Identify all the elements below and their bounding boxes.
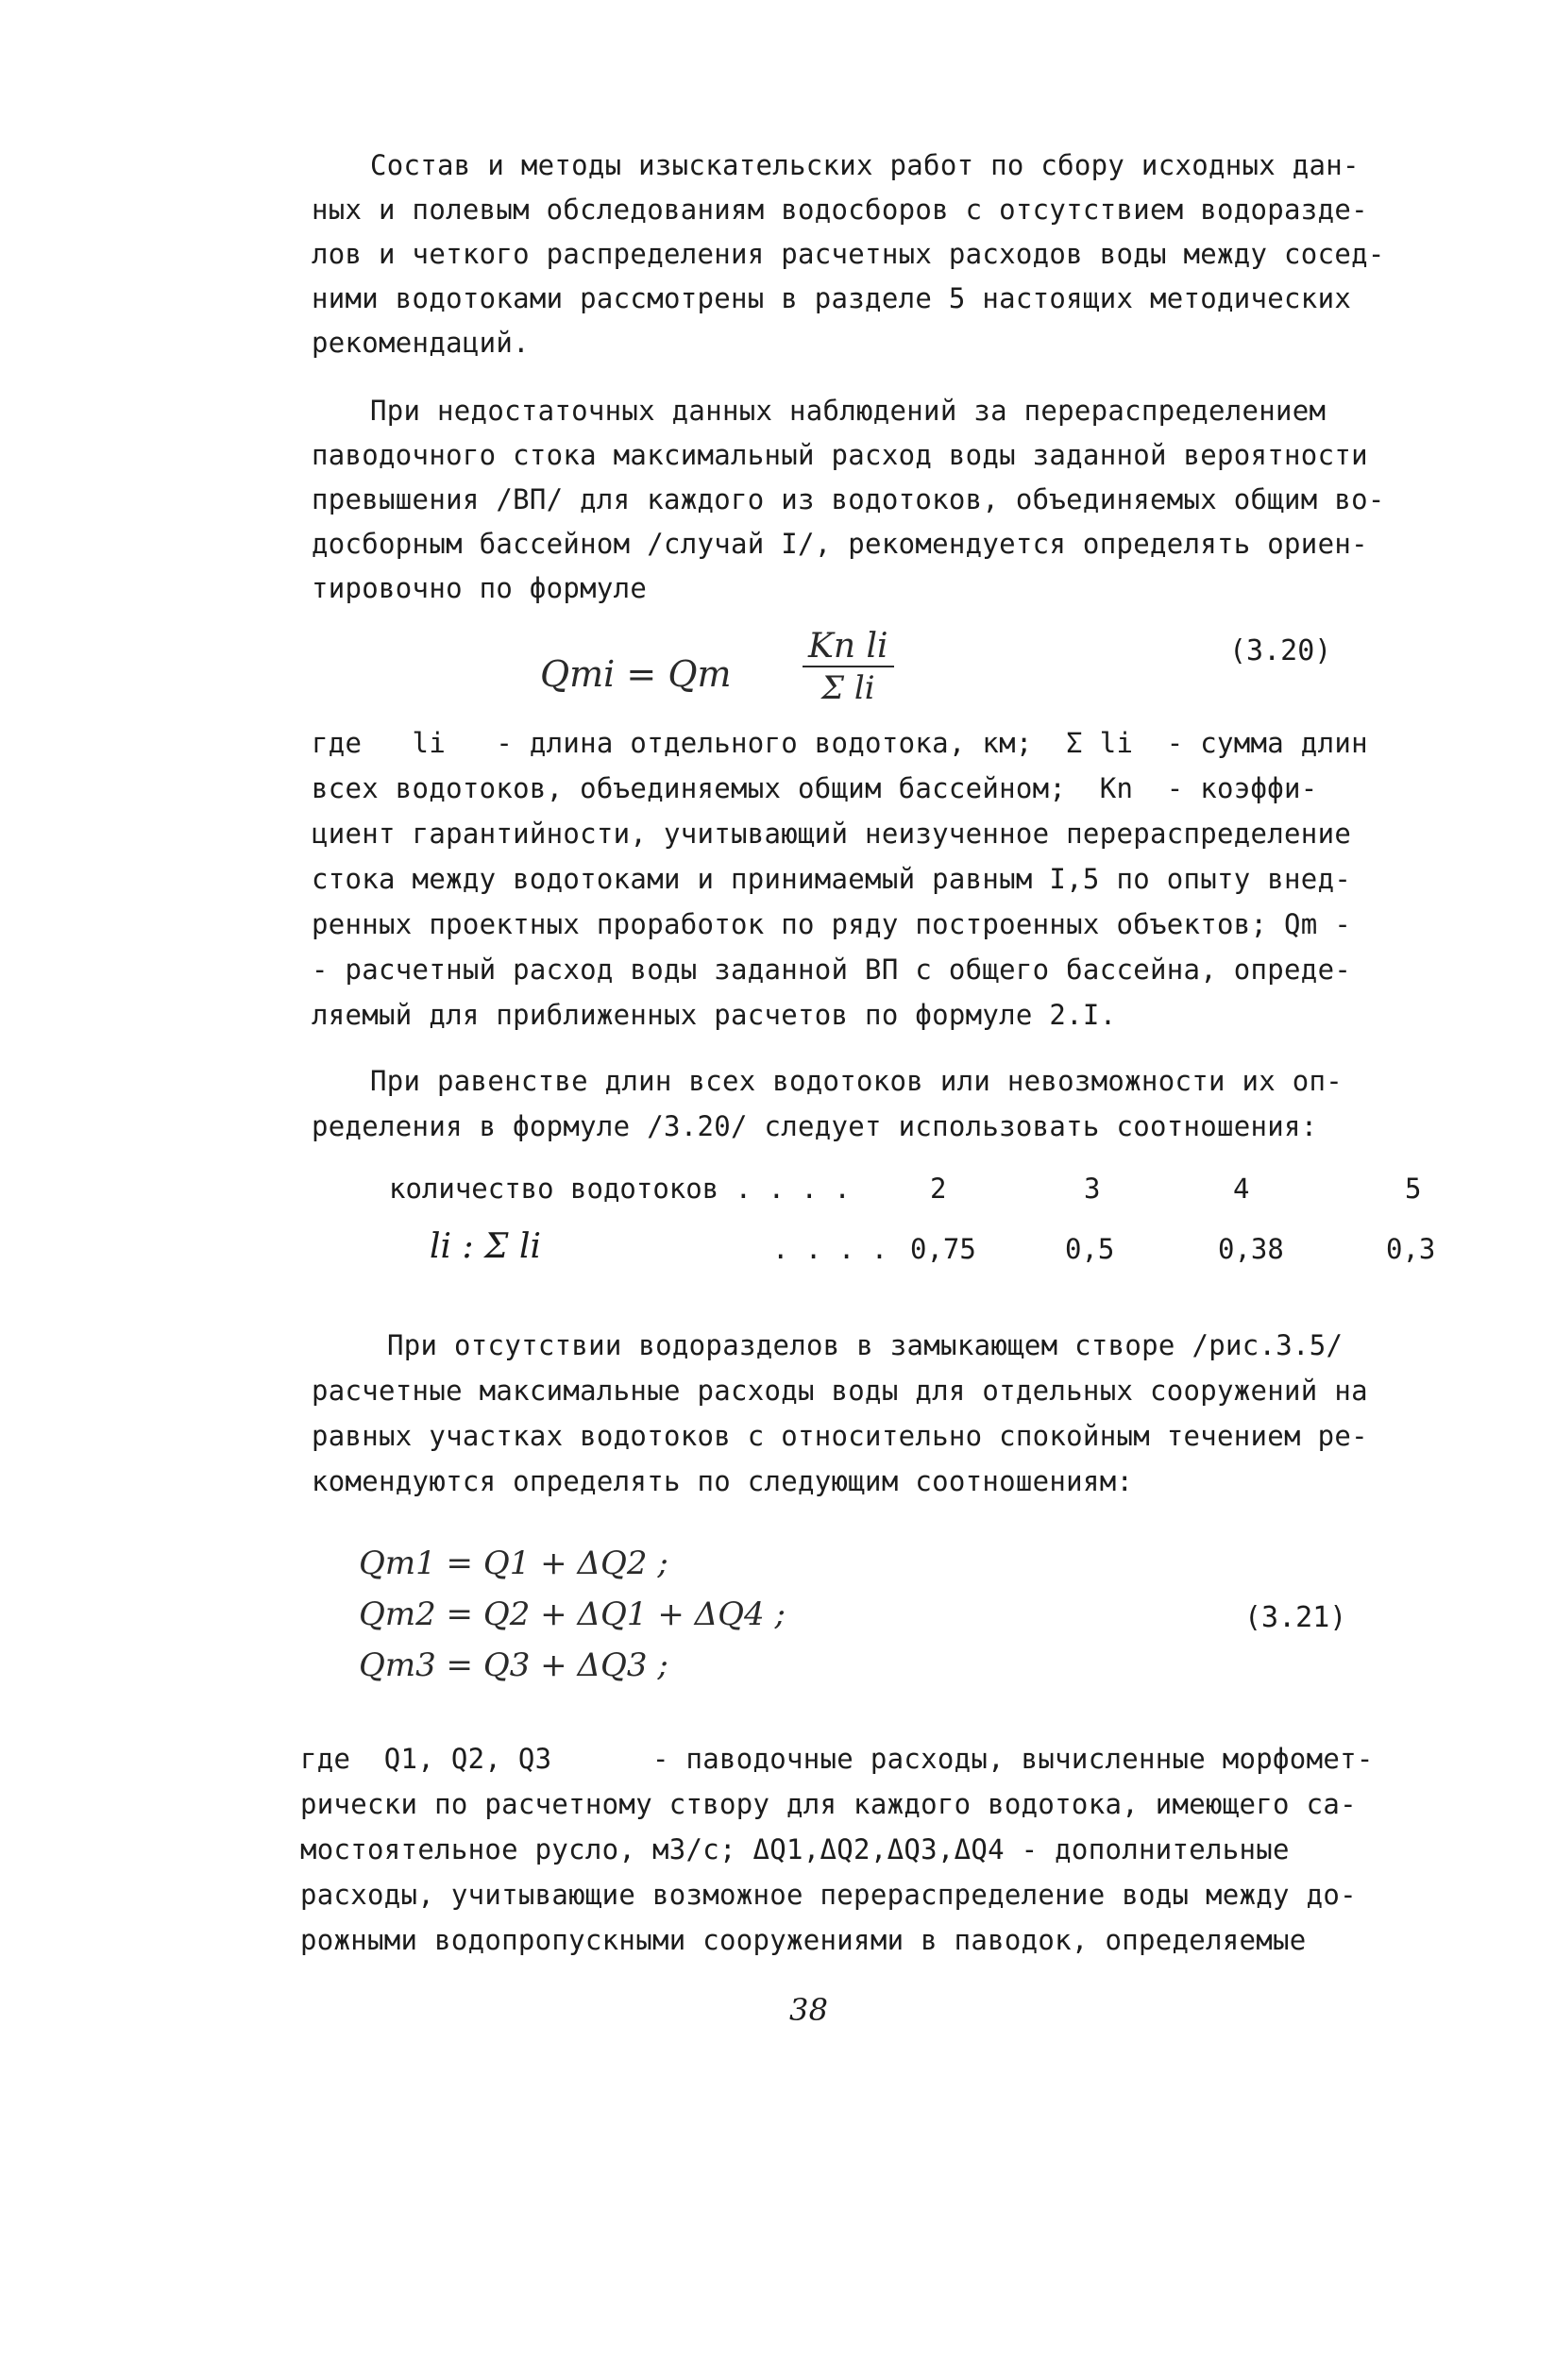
ratio-table-count-3: 3 — [1084, 1173, 1101, 1205]
formula-3-21-line-1: Qm1 = Q1 + ΔQ2 ; — [359, 1544, 668, 1582]
equation-number-3-20: (3.20) — [1229, 634, 1332, 667]
ratio-table-count-5: 5 — [1405, 1173, 1422, 1205]
definitions-3-20-line-2: всех водотоков, объединяемых общим бассейном; Kn - коэффи- — [312, 772, 1318, 804]
paragraph-2-line-4: досборным бассейном /случай I/, рекомендуется определять ориен- — [312, 528, 1368, 560]
ratio-table-ratio-label: li : Σ li — [430, 1227, 541, 1266]
paragraph-2-line-3: превышения /ВП/ для каждого из водотоков, объединяемых общим во- — [312, 483, 1385, 515]
definitions-3-20-line-4: стока между водотоками и принимаемый равным I,5 по опыту внед- — [312, 863, 1352, 895]
definitions-3-21-line-5: рожными водопропускными сооружениями в паводок, определяемые — [300, 1924, 1307, 1956]
paragraph-2-line-1: При недостаточных данных наблюдений за перераспределением — [370, 395, 1327, 427]
paragraph-1-line-5: рекомендаций. — [312, 327, 530, 359]
paragraph-4-line-2: расчетные максимальные расходы воды для отдельных сооружений на — [312, 1375, 1368, 1407]
ratio-table-count-2: 2 — [930, 1173, 947, 1205]
formula-3-20-lhs: Qmi = Qm — [540, 653, 732, 695]
definitions-3-21-line-1: где Q1, Q2, Q3 - паводочные расходы, вычисленные морфомет- — [300, 1743, 1374, 1775]
ratio-table-ratio-3: 0,5 — [1065, 1233, 1115, 1265]
definitions-3-21-line-2: рически по расчетному створу для каждого водотока, имеющего са- — [300, 1788, 1357, 1820]
formula-3-21-line-2: Qm2 = Q2 + ΔQ1 + ΔQ4 ; — [359, 1595, 786, 1633]
formula-3-20-numerator: Kn li — [803, 627, 894, 667]
paragraph-1-line-4: ними водотоками рассмотрены в разделе 5 настоящих методических — [312, 282, 1352, 314]
definitions-3-21-line-3: мостоятельное русло, м3/с; ΔQ1,ΔQ2,ΔQ3,ΔQ4 - дополнительные — [300, 1833, 1290, 1865]
ratio-table-count-4: 4 — [1233, 1173, 1250, 1205]
paragraph-3-line-1: При равенстве длин всех водотоков или невозможности их оп- — [370, 1065, 1344, 1097]
paragraph-4-line-3: равных участках водотоков с относительно спокойным течением ре- — [312, 1420, 1368, 1452]
paragraph-1-line-1: Состав и методы изыскательских работ по сбору исходных дан- — [370, 149, 1360, 181]
definitions-3-20-line-3: циент гарантийности, учитывающий неизученное перераспределение — [312, 818, 1352, 850]
formula-3-20-denominator: Σ li — [820, 669, 875, 707]
definitions-3-20-line-7: ляемый для приближенных расчетов по формуле 2.I. — [312, 999, 1117, 1031]
ratio-table-ratio-dots: . . . . — [772, 1233, 888, 1265]
formula-3-21-line-3: Qm3 = Q3 + ΔQ3 ; — [359, 1646, 668, 1684]
definitions-3-20-line-1: где li - длина отдельного водотока, км; Σ li - сумма длин — [312, 727, 1368, 759]
definitions-3-20-line-5: ренных проектных проработок по ряду построенных объектов; Qm - — [312, 908, 1352, 940]
paragraph-1-line-2: ных и полевым обследованиям водосборов с отсутствием водоразде- — [312, 194, 1368, 226]
page-number: 38 — [789, 1992, 829, 2028]
paragraph-4-line-4: комендуются определять по следующим соотношениям: — [312, 1465, 1134, 1497]
formula-3-20-fraction — [803, 627, 894, 707]
paragraph-3-line-2: ределения в формуле /3.20/ следует использовать соотношения: — [312, 1110, 1318, 1142]
definitions-3-20-line-6: - расчетный расход воды заданной ВП с общего бассейна, опреде- — [312, 954, 1352, 986]
ratio-table-ratio-4: 0,38 — [1218, 1233, 1284, 1265]
paragraph-2-line-2: паводочного стока максимальный расход воды заданной вероятности — [312, 439, 1368, 471]
ratio-table-count-label: количество водотоков . . . . — [389, 1173, 851, 1205]
equation-number-3-21: (3.21) — [1244, 1601, 1347, 1634]
definitions-3-21-line-4: расходы, учитывающие возможное перераспределение воды между до- — [300, 1879, 1357, 1911]
formula-3-20 — [540, 653, 732, 695]
ratio-table-ratio-2: 0,75 — [910, 1233, 976, 1265]
paragraph-2-line-5: тировочно по формуле — [312, 572, 648, 604]
paragraph-4-line-1: При отсутствии водоразделов в замыкающем створе /рис.3.5/ — [387, 1329, 1344, 1361]
ratio-table-ratio-5: 0,3 — [1386, 1233, 1436, 1265]
paragraph-1-line-3: лов и четкого распределения расчетных расходов воды между сосед- — [312, 238, 1385, 270]
